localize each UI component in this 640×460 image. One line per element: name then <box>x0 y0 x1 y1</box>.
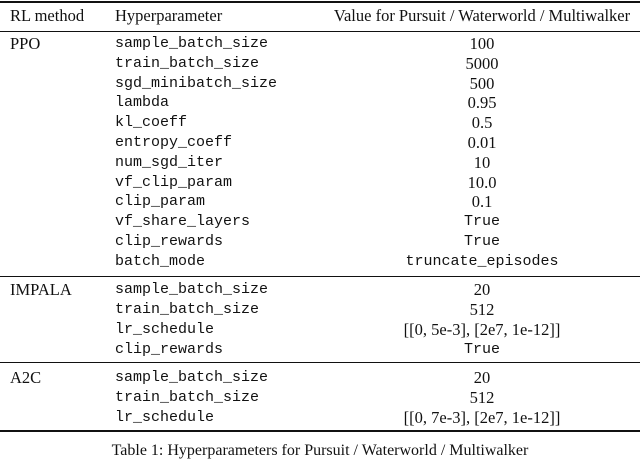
hyperparameter-value: 0.95 <box>467 93 497 113</box>
hyperparameter-name: sample_batch_size <box>115 369 269 386</box>
hyperparameter-value: True <box>463 213 500 231</box>
table-row <box>0 388 640 408</box>
group-rule <box>0 362 640 363</box>
hyperparameter-name: train_batch_size <box>115 54 260 72</box>
hyperparameter-value: 10.0 <box>467 172 497 192</box>
hyperparameter-name: kl_coeff <box>115 114 188 132</box>
table-row <box>0 232 640 252</box>
header-row <box>0 6 640 26</box>
table-row <box>0 133 640 153</box>
hyperparameter-name: num_sgd_iter <box>115 153 224 171</box>
table-row <box>0 113 640 133</box>
hyperparameter-name: entropy_coeff <box>115 134 233 151</box>
hyperparameter-value: 512 <box>469 300 495 319</box>
hyperparameter-name: clip_rewards <box>115 233 224 250</box>
table-row <box>0 153 640 173</box>
top-rule <box>0 1 640 3</box>
hyperparameter-value: 512 <box>469 388 495 407</box>
hyperparameter-value: 0.1 <box>471 192 493 212</box>
table-row <box>0 173 640 193</box>
header-rule <box>0 31 640 32</box>
table-row <box>0 320 640 340</box>
hyperparameter-name: sgd_minibatch_size <box>115 74 278 92</box>
hyperparameter-value: [[0, 7e-3], [2e7, 1e-12]] <box>403 408 561 427</box>
table-caption: Table 1: Hyperparameters for Pursuit / Waterworld / Multiwalker <box>111 442 529 459</box>
hyperparameter-value: 100 <box>469 34 495 53</box>
header-method: RL method <box>10 6 85 25</box>
header-value: Value for Pursuit / Waterworld / Multiwalker <box>333 6 631 25</box>
table-row <box>0 93 640 113</box>
hyperparameter-value: 0.5 <box>471 113 493 133</box>
hyperparameter-name: vf_share_layers <box>115 213 251 231</box>
table-row <box>0 300 640 320</box>
hyperparameter-name: lambda <box>115 94 170 112</box>
method-label: IMPALA <box>10 280 72 299</box>
table-row <box>0 280 640 300</box>
table-row <box>0 212 640 232</box>
hyperparameter-name: train_batch_size <box>115 301 260 318</box>
hyperparameter-value: 0.01 <box>467 133 497 152</box>
hyperparameter-name: batch_mode <box>115 252 206 270</box>
group-rule <box>0 276 640 277</box>
header-hyperparameter: Hyperparameter <box>115 6 223 25</box>
hyperparameter-value: 20 <box>473 280 491 299</box>
table-row <box>0 192 640 212</box>
hyperparameter-value: 20 <box>473 368 491 387</box>
hyperparameter-name: clip_rewards <box>115 341 224 358</box>
hyperparameter-name: clip_param <box>115 193 206 211</box>
method-label: PPO <box>10 34 41 53</box>
hyperparameter-name: sample_batch_size <box>115 35 269 52</box>
hyperparameter-value: True <box>463 233 500 250</box>
table-row <box>0 408 640 428</box>
hyperparameter-value: 500 <box>469 73 495 93</box>
table-row <box>0 252 640 272</box>
hyperparameter-name: vf_clip_param <box>115 173 233 191</box>
table-row <box>0 74 640 94</box>
hyperparameter-name: lr_schedule <box>115 321 215 338</box>
table-row <box>0 54 640 74</box>
table-row <box>0 368 640 388</box>
table-row <box>0 34 640 54</box>
hyperparameter-value: [[0, 5e-3], [2e7, 1e-12]] <box>403 320 561 339</box>
hyperparameter-value: truncate_episodes <box>405 252 559 270</box>
hyperparameter-value: True <box>463 341 500 358</box>
group-rule <box>0 430 640 432</box>
method-label: A2C <box>10 368 42 387</box>
hyperparameter-name: sample_batch_size <box>115 281 269 298</box>
hyperparameter-value: 5000 <box>465 53 499 73</box>
hyperparameter-value: 10 <box>473 152 491 172</box>
table-row <box>0 340 640 360</box>
hyperparameter-name: lr_schedule <box>115 409 215 426</box>
hyperparameter-name: train_batch_size <box>115 389 260 406</box>
